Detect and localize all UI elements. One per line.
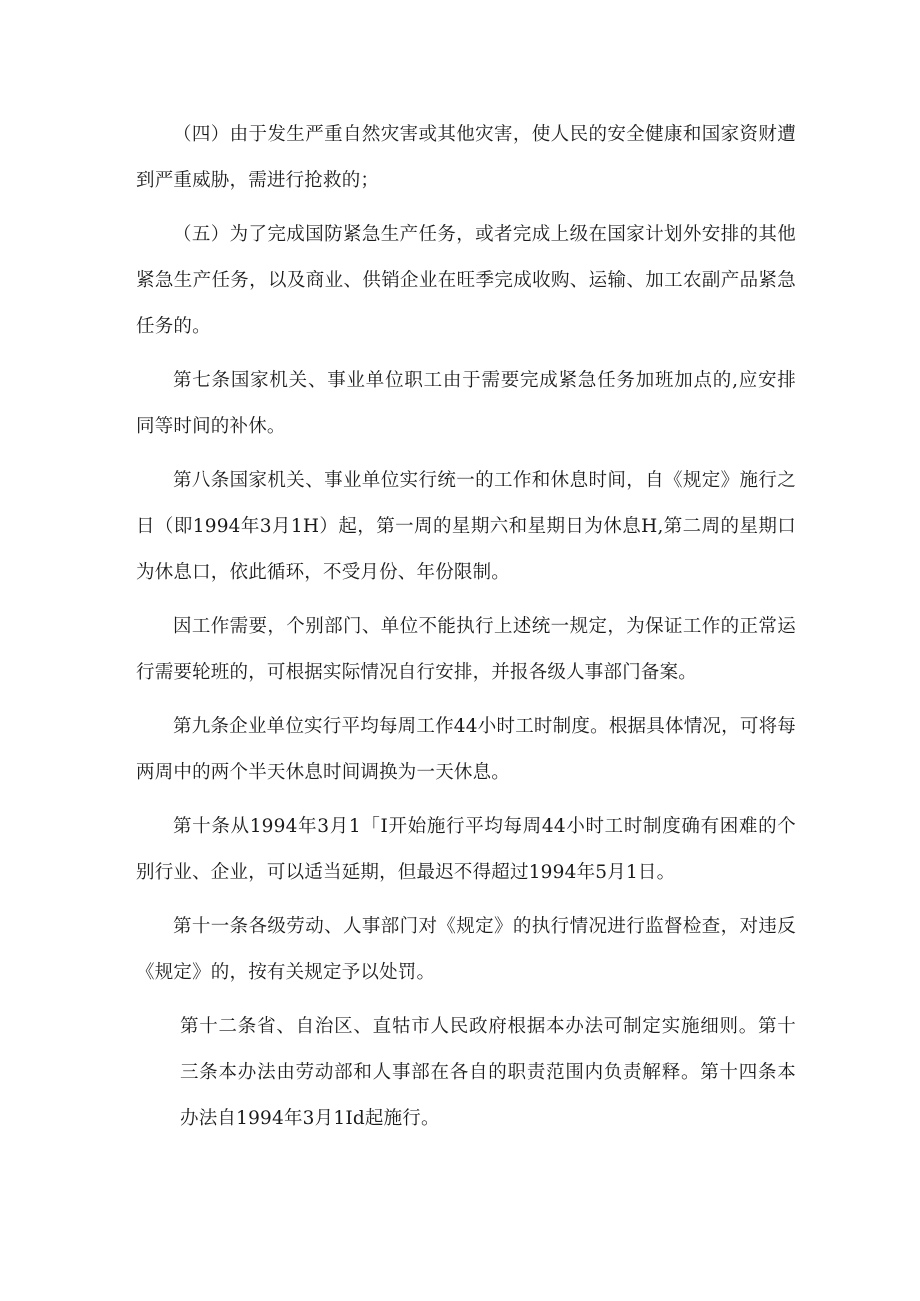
paragraph-article-7: 第七条国家机关、事业单位职工由于需要完成紧急任务加班加点的,应安排同等时间的补休。 (136, 370, 796, 437)
paragraph-article-8-shift: 因工作需要，个别部门、单位不能执行上述统一规定，为保证工作的正常运行需要轮班的，可根据实际情况自行安排，并报各级人事部门备案。 (136, 616, 796, 683)
paragraph-item-4: （四）由于发生严重自然灾害或其他灾害，使人民的安全健康和国家资财遭到严重威胁，需进行抢救的； (136, 124, 796, 191)
paragraph-article-9: 第九条企业单位实行平均每周工作44小时工时制度。根据具体情况，可将每两周中的两个半天休息时间调换为一天休息。 (136, 716, 796, 783)
paragraph-item-5: （五）为了完成国防紧急生产任务，或者完成上级在国家计划外安排的其他紧急生产任务，以及商业、供销企业在旺季完成收购、运输、加工农副产品紧急任务的。 (136, 224, 796, 337)
paragraph-articles-12-14: 第十二条省、自治区、直牯市人民政府根据本办法可制定实施细则。第十三条本办法由劳动部和人事部在各自的职责范围内负责解释。第十四条本办法自1994年3月1Id起施行。 (180, 1016, 796, 1129)
document-body (136, 112, 796, 1150)
paragraph-article-11: 第十一条各级劳动、人事部门对《规定》的执行情况进行监督检查，对违反《规定》的，按有关规定予以处罚。 (136, 916, 796, 983)
paragraph-article-8: 第八条国家机关、事业单位实行统一的工作和休息时间，自《规定》施行之日（即1994年3月1H）起，第一周的星期六和星期日为休息H,第二周的星期口为休息口，依此循环，不受月份、年份限制。 (136, 470, 796, 583)
paragraph-article-10: 第十条从1994年3月1「I开始施行平均每周44小时工时制度确有困难的个别行业、企业，可以适当延期，但最迟不得超过1994年5月1日。 (136, 816, 796, 883)
